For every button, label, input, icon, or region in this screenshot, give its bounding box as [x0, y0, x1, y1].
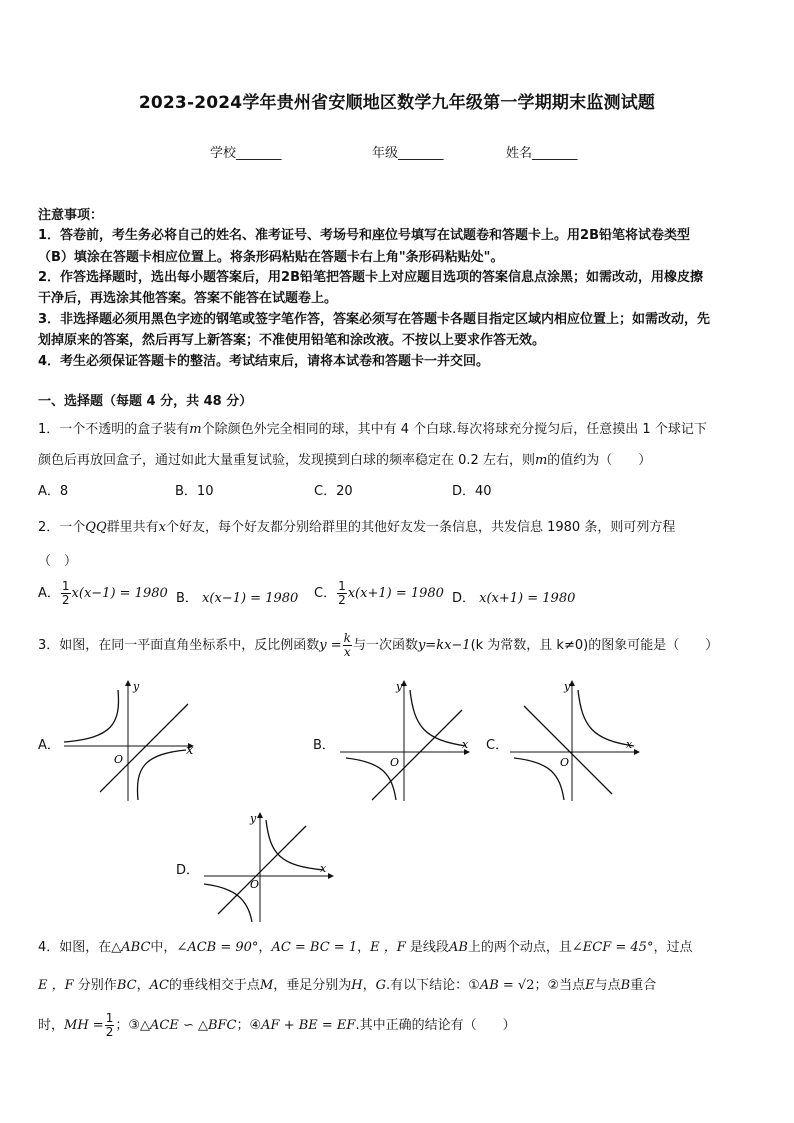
svg-text:x: x — [186, 743, 194, 758]
q1-option-d: D．40 — [452, 484, 492, 499]
question-2-line-1: 2．一个QQ群里共有x个好友，每个好友都分别给群里的其他好友发一条信息，共发信息 1980 条，则可列方程 — [38, 520, 676, 535]
graph-c — [506, 676, 642, 804]
graph-b — [336, 676, 472, 804]
svg-text:O: O — [114, 753, 124, 766]
notice-line: 2．作答选择题时，选出每小题答案后，用2B铅笔把答题卡上对应题目选项的答案信息点涂黑；如需改动，用橡皮擦 — [38, 270, 704, 285]
svg-text:y: y — [133, 680, 140, 693]
svg-text:x: x — [626, 738, 633, 751]
q3-option-a-label: A． — [38, 738, 60, 753]
question-4-line-1: 4．如图，在△ABC中，∠ACB = 90°，AC = BC = 1，E ，F 是线段AB上的两个动点，且∠ECF = 45°，过点 — [38, 940, 693, 955]
svg-text:y: y — [250, 812, 257, 825]
question-4-line-2: E ，F 分别作BC，AC的垂线相交于点M，垂足分别为H，G.有以下结论：①AB = √2；②当点E与点B重合 — [38, 978, 657, 993]
notice-line: （B）填涂在答题卡相应位置上。将条形码粘贴在答题卡右上角"条形码粘贴处"。 — [38, 250, 504, 265]
question-3-text: 3．如图，在同一平面直角坐标系中，反比例函数y = $\frac{k}{x}$ 与一次函数y=kx−1(k 为常数，且 k≠0)的图象可能是（ ） — [38, 631, 719, 659]
name-field: 姓名_______ — [506, 146, 578, 161]
q1-option-c: C．20 — [314, 484, 353, 499]
q3-option-b-label: B． — [313, 738, 335, 753]
question-2-paren: （ ） — [38, 554, 78, 569]
svg-text:O: O — [250, 878, 260, 891]
q3-option-c-label: C． — [486, 738, 509, 753]
graph-a — [60, 676, 196, 804]
question-1-line-2: 颜色后再放回盒子，通过如此大量重复试验，发现摸到白球的频率稳定在 0.2 左右，则m的值约为（ ） — [38, 453, 652, 468]
svg-text:O: O — [560, 756, 570, 769]
q2-option-d: D． x(x+1) = 1980 — [452, 591, 576, 606]
q1-option-a: A．8 — [38, 484, 69, 499]
notice-line: 干净后，再选涂其他答案。答案不能答在试题卷上。 — [38, 291, 338, 306]
svg-text:x: x — [320, 862, 327, 875]
q2-option-b: B． x(x−1) = 1980 — [176, 591, 299, 606]
grade-field: 年级_______ — [372, 146, 444, 161]
q2-option-a: A． $\frac{1}{2}$ x(x−1) = 1980 — [38, 579, 168, 607]
svg-text:O: O — [390, 756, 400, 769]
q2-option-c: C． $\frac{1}{2}$ x(x+1) = 1980 — [314, 579, 444, 607]
svg-text:y: y — [564, 680, 571, 693]
notice-line: 3．非选择题必须用黑色字迹的钢笔或签字笔作答，答案必须写在答题卡各题目指定区域内相应位置上；如需改动，先 — [38, 312, 711, 327]
notice-line: 4．考生必须保证答题卡的整洁。考试结束后，请将本试卷和答题卡一并交回。 — [38, 354, 490, 369]
section-heading: 一、选择题（每题 4 分，共 48 分） — [38, 394, 253, 409]
q1-option-b: B．10 — [175, 484, 214, 499]
question-4-line-3: 时，MH = $\frac{1}{2}$ ；③△ACE ∽ △BFC；④AF + BE = EF.其中正确的结论有（ ） — [38, 1011, 516, 1039]
var-m: m — [189, 422, 202, 437]
q3-option-d-label: D． — [176, 863, 200, 878]
svg-text:y: y — [396, 680, 403, 693]
notice-heading: 注意事项： — [38, 208, 104, 223]
page-title: 2023-2024学年贵州省安顺地区数学九年级第一学期期末监测试题 — [138, 93, 656, 113]
question-1-line-1: 1．一个不透明的盒子装有m个除颜色外完全相同的球，其中有 4 个白球.每次将球充分搅匀后，任意摸出 1 个球记下 — [38, 422, 707, 437]
notice-line: 1．答卷前，考生务必将自己的姓名、准考证号、考场号和座位号填写在试题卷和答题卡上。用2B铅笔将试卷类型 — [38, 228, 691, 243]
notice-line: 划掉原来的答案，然后再写上新答案；不准使用铅笔和涂改液。不按以上要求作答无效。 — [38, 333, 546, 348]
graph-d — [200, 810, 336, 926]
svg-text:x: x — [462, 738, 469, 751]
school-field: 学校_______ — [210, 146, 282, 161]
